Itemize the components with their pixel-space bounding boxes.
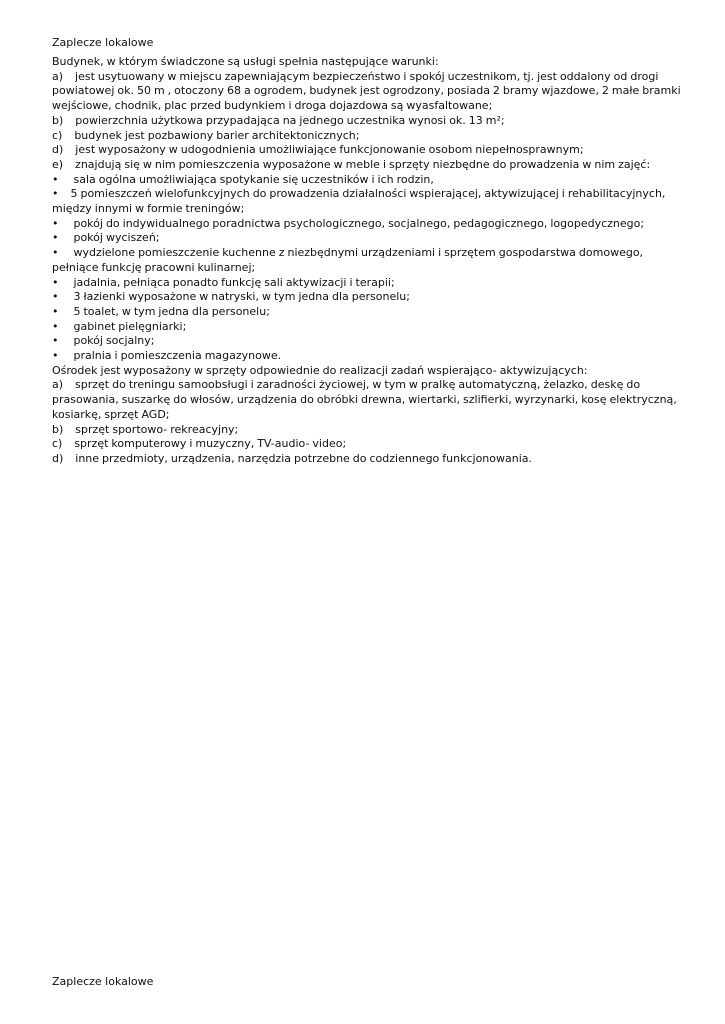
condition-d: d) jest wyposażony w udogodnienia umożliwiające funkcjonowanie osobom niepełnosprawnym;	[52, 143, 584, 157]
bullet-item: • jadalnia, pełniąca ponadto funkcję sali aktywizacji i terapii;	[52, 275, 395, 289]
bullet-item: • sala ogólna umożliwiająca spotykanie się uczestników i ich rodzin,	[52, 172, 434, 186]
bullet-item: • pokój wyciszeń;	[52, 231, 160, 245]
page-footer-title: Zaplecze lokalowe	[52, 975, 154, 988]
condition-c: c) budynek jest pozbawiony barier architektonicznych;	[52, 128, 360, 142]
document-body	[52, 55, 682, 467]
equipment-c: c) sprzęt komputerowy i muzyczny, TV-audio- video;	[52, 437, 347, 451]
bullet-item: • 5 pomieszczeń wielofunkcyjnych do prowadzenia działalności wspierającej, aktywizującej i rehabilitacyjnych, między innymi w formie treningów;	[52, 187, 669, 216]
bullet-item: • gabinet pielęgniarki;	[52, 319, 187, 333]
intro-line-equipment: Ośrodek jest wyposażony w sprzęty odpowiednie do realizacji zadań wspierająco- aktywizujących:	[52, 363, 588, 377]
condition-b: b) powierzchnia użytkowa przypadająca na jednego uczestnika wynosi ok. 13 m²;	[52, 113, 505, 127]
equipment-d: d) inne przedmioty, urządzenia, narzędzia potrzebne do codziennego funkcjonowania.	[52, 451, 533, 465]
equipment-a: a) sprzęt do treningu samoobsługi i zaradności życiowej, w tym w pralkę automatyczną, żelazko, deskę do prasowania, suszarkę do włosów, urządzenia do obróbki drewna, wiertarki, szlifierki, wyrzynarki, kosę elektryczną, kosiarkę, sprzęt AGD;	[52, 378, 680, 421]
page-header-title: Zaplecze lokalowe	[52, 36, 154, 49]
condition-e: e) znajdują się w nim pomieszczenia wyposażone w meble i sprzęty niezbędne do prowadzenia w nim zajęć:	[52, 157, 651, 171]
intro-line-building: Budynek, w którym świadczone są usługi spełnia następujące warunki:	[52, 55, 439, 68]
bullet-item: • 3 łazienki wyposażone w natryski, w tym jedna dla personelu;	[52, 290, 410, 304]
bullet-item: • pralnia i pomieszczenia magazynowe.	[52, 349, 282, 363]
condition-a: a) jest usytuowany w miejscu zapewniającym bezpieczeństwo i spokój uczestnikom, tj. jest oddalony od drogi powiatowej ok. 50 m , otoczony 68 a ogrodem, budynek jest ogrodzony, posiada 2 bramy wjazdowe, 2 małe bramki wejściowe, chodnik, plac przed budynkiem i droga dojazdowa są wyasfaltowane;	[52, 69, 684, 113]
bullet-item: • pokój do indywidualnego poradnictwa psychologicznego, socjalnego, pedagogicznego, logopedycznego;	[52, 216, 645, 230]
bullet-item: • wydzielone pomieszczenie kuchenne z niezbędnymi urządzeniami i sprzętem gospodarstwa domowego, pełniące funkcję pracowni kulinarnej;	[52, 246, 647, 274]
bullet-item: • pokój socjalny;	[52, 334, 155, 348]
bullet-item: • 5 toalet, w tym jedna dla personelu;	[52, 304, 270, 318]
equipment-b: b) sprzęt sportowo- rekreacyjny;	[52, 422, 239, 436]
